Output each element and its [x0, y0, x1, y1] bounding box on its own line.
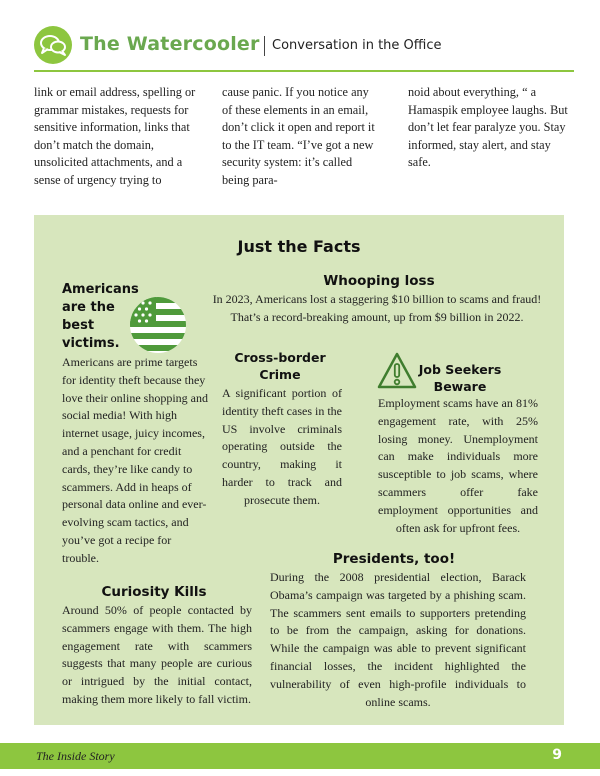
- footer-title: The Inside Story: [36, 749, 115, 763]
- jobseekers-title: Job Seekers Beware: [418, 362, 502, 394]
- curiosity-title: Curiosity Kills: [101, 584, 207, 600]
- page-number: 9: [552, 747, 562, 763]
- chat-bubbles-icon: [34, 26, 72, 64]
- crossborder-title: Cross-border Crime: [234, 350, 326, 382]
- article-column-2: cause panic. If you notice any of these elements in an email, don’t click it open and report it to the IT team. “I’ve got a new security system: it’s called being para-: [222, 85, 375, 187]
- article-column-1: link or email address, spelling or grammar mistakes, requests for sensitive information, links that don’t match the domain, unsolicited attachments, and a sense of urgency trying to: [34, 85, 196, 187]
- header-rule: [34, 70, 574, 72]
- facts-panel: [34, 215, 564, 725]
- crossborder-body: A significant portion of identity theft cases in the US involve criminals operating outside the country, making it harder to track and prosecute them.: [222, 386, 342, 507]
- americans-title: Americans are the best victims.: [62, 282, 139, 351]
- footer-bar: [0, 743, 600, 769]
- header-divider: [264, 36, 265, 56]
- article-column-3: noid about everything, “ a Hamaspik employee laughs. But don’t let fear paralyze you. Stay informed, stay alert, and stay safe.: [408, 85, 568, 169]
- curiosity-body: Around 50% of people contacted by scammers engage with them. The high engagement rate with scammers suggests that many people are curious or intrigued by the initial contact, making them more likely to fall victim.: [62, 603, 252, 706]
- whooping-body: In 2023, Americans lost a staggering $10 billion to scams and fraud! That’s a record-breaking amount, up from $9 billion in 2022.: [212, 292, 542, 324]
- jobseekers-body: Employment scams have an 81% engagement rate, with 25% losing money. Unemployment can make individuals more susceptible to job scams, where scammers offer fake employment opportunities and often ask for upfront fees.: [378, 396, 538, 535]
- americans-body: Americans are prime targets for identity theft because they love their online shopping and social media! With high internet usage, juicy incomes, and a penchant for credit cards, they’re like candy to scammers. Add in heaps of personal data online and ever-evolving scam tactics, and you’ve got a recipe for trouble.: [62, 355, 208, 565]
- brand-title: The Watercooler: [80, 33, 260, 55]
- whooping-title: Whooping loss: [323, 273, 435, 289]
- warning-icon: [376, 351, 418, 391]
- presidents-body: During the 2008 presidential election, Barack Obama’s campaign was targeted by a phishing scam. The scammers sent emails to supporters pretending to be from the campaign, asking for donations. While the campaign was able to prevent significant financial losses, the incident highlighted the vulnerability of even high-profile individuals to online scams.: [270, 570, 526, 709]
- header: [34, 26, 574, 64]
- us-flag-icon: [130, 297, 186, 353]
- presidents-title: Presidents, too!: [332, 551, 456, 567]
- facts-title: Just the Facts: [237, 237, 361, 256]
- header-subtitle: Conversation in the Office: [272, 38, 442, 53]
